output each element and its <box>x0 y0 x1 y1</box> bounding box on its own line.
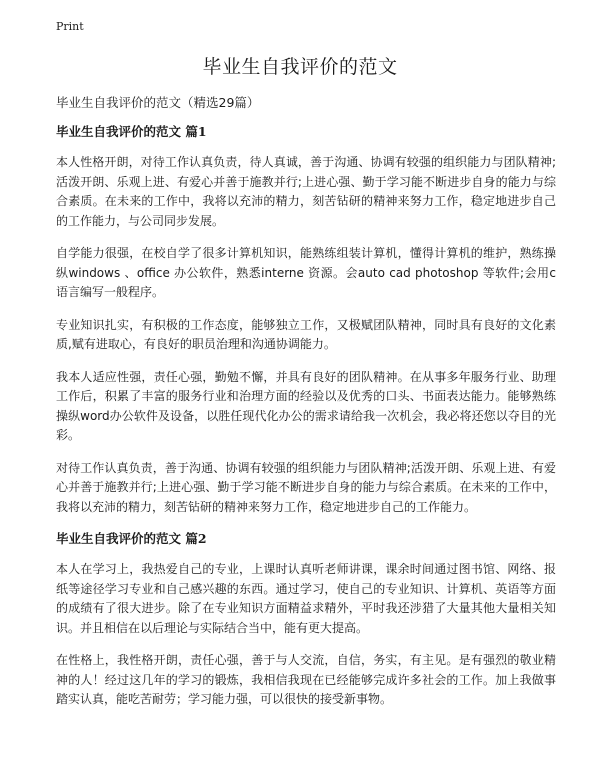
paragraph: 对待工作认真负责，善于沟通、协调有较强的组织能力与团队精神;活泼开朗、乐观上进、有爱心并善于施教并行;上进心强、勤于学习能不断进步自身的能力与综合素质。在未来的工作中，我将以充沛的精力，刻苦钻研的精神来努力工作，稳定地进步自己的工作能力。 <box>56 460 556 514</box>
paragraph: 我本人适应性强，责任心强，勤勉不懈，并具有良好的团队精神。在从事多年服务行业、助理工作后，积累了丰富的服务行业和治理方面的经验以及优秀的口头、书面表达能力。能够熟练操纵word办公软件及设备，以胜任现代化办公的需求请给我一次机会，我必将还您以夺目的光彩。 <box>56 369 556 442</box>
page-title: 毕业生自我评价的范文 <box>202 56 398 78</box>
paragraph: 自学能力很强，在校自学了很多计算机知识，能熟练组装计算机，懂得计算机的维护，熟练操纵windows 、office 办公软件，熟悉interne 资源。会auto cad photoshop 等软件;会用c语言编写一般程序。 <box>56 246 556 299</box>
section-2 <box>56 530 556 710</box>
section-1 <box>56 123 556 517</box>
print-link[interactable]: Print <box>56 20 84 33</box>
section-heading: 毕业生自我评价的范文 篇2 <box>56 531 207 546</box>
paragraph: 专业知识扎实，有积极的工作态度，能够独立工作，又极赋团队精神，同时具有良好的文化素质,赋有进取心，有良好的职员治理和沟通协调能力。 <box>56 317 556 351</box>
document-body <box>56 94 556 723</box>
document-subtitle: 毕业生自我评价的范文（精选29篇） <box>56 95 260 110</box>
section-heading: 毕业生自我评价的范文 篇1 <box>56 124 207 139</box>
paragraph: 在性格上，我性格开朗，责任心强，善于与人交流，自信，务实，有主见。是有强烈的敬业精神的人！经过这几年的学习的锻炼，我相信我现在已经能够完成许多社会的工作。加上我做事踏实认真，能吃苦耐劳；学习能力强，可以很快的接受新事物。 <box>56 653 556 706</box>
paragraph: 本人在学习上，我热爱自己的专业，上课时认真听老师讲课，课余时间通过图书馆、网络、报纸等途径学习专业和自己感兴趣的东西。通过学习，使自己的专业知识、计算机、英语等方面的成绩有了很大进步。除了在专业知识方面精益求精外，平时我还涉猎了大量其他大量相关知识。并且相信在以后理论与实际结合当中，能有更大提高。 <box>56 562 556 635</box>
paragraph: 本人性格开朗，对待工作认真负责，待人真诚，善于沟通、协调有较强的组织能力与团队精神;活泼开朗、乐观上进、有爱心并善于施教并行;上进心强、勤于学习能不断进步自身的能力与综合素质。在未来的工作中，我将以充沛的精力，刻苦钻研的精神来努力工作，稳定地进步自己的工作能力，与公司同步发展。 <box>56 155 556 228</box>
